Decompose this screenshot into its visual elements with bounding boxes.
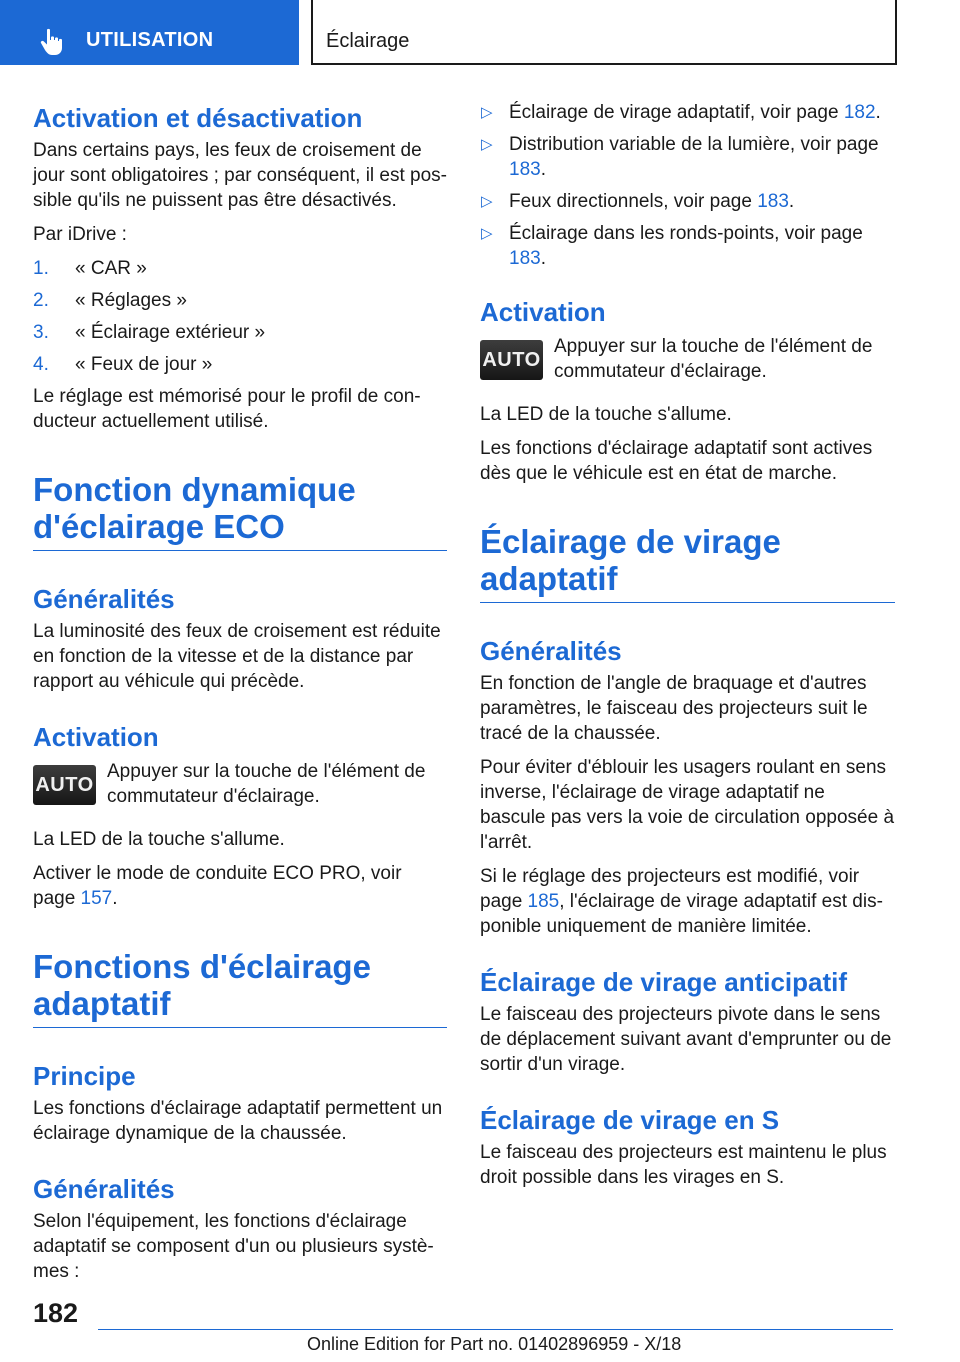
idrive-label: Par iDrive : bbox=[33, 224, 127, 245]
page-link[interactable]: 182 bbox=[843, 102, 876, 123]
eco-general-heading: Généralités bbox=[33, 584, 175, 614]
eco-auto-button-row bbox=[33, 757, 447, 815]
left-column bbox=[33, 100, 447, 1293]
eco-led-paragraph: La LED de la touche s'allume. bbox=[33, 829, 285, 850]
adaptive-general-heading: Généralités bbox=[33, 1174, 175, 1204]
triangle-bullet-icon: ▷ bbox=[481, 136, 493, 153]
hand-pointer-icon bbox=[38, 27, 68, 57]
right-column bbox=[480, 100, 895, 1199]
cornering-heading: Éclairage de virage adaptatif bbox=[480, 523, 895, 603]
list-item: ▷ Éclairage dans les ronds-points, voir page 183. bbox=[481, 223, 863, 269]
list-item: ▷ Feux directionnels, voir page 183. bbox=[481, 191, 795, 212]
list-item: ▷ Éclairage de virage adaptatif, voir page 182. bbox=[481, 102, 881, 123]
eco-activation-heading: Activation bbox=[33, 722, 159, 752]
adaptive-led-paragraph: La LED de la touche s'allume. bbox=[480, 404, 732, 425]
triangle-bullet-icon: ▷ bbox=[481, 193, 493, 210]
adaptive-button-text: Appuyer sur la touche de l'élément de commutateur d'éclairage. bbox=[554, 336, 873, 382]
activation-paragraph: Dans certains pays, les feux de croisement de jour sont obligatoires ; par conséquent, il est pos‐sible qu'ils ne puissent pas être désactivés. bbox=[33, 140, 448, 211]
edition-footer: Online Edition for Part no. 01402896959 - X/18 bbox=[307, 1334, 682, 1354]
page-number: 182 bbox=[33, 1298, 79, 1328]
anticipatory-heading: Éclairage de virage anticipatif bbox=[480, 967, 848, 997]
footer-rule bbox=[98, 1329, 893, 1330]
section-title: UTILISATION bbox=[86, 29, 214, 51]
list-item: 2. « Réglages » bbox=[33, 290, 187, 311]
adaptive-general-paragraph: Selon l'équipement, les fonctions d'éclairage adaptatif se composent d'un ou plusieurs systè‐mes : bbox=[33, 1211, 434, 1282]
cornering-general-heading: Généralités bbox=[480, 636, 622, 666]
principle-paragraph: Les fonctions d'éclairage adaptatif permettent un éclairage dynamique de la chaussée. bbox=[33, 1098, 443, 1144]
eco-general-paragraph: La luminosité des feux de croisement est réduite en fonction de la vitesse et de la distance par rapport au véhicule qui précède. bbox=[33, 621, 441, 692]
section-tab bbox=[0, 0, 299, 65]
auto-button-icon: AUTO bbox=[480, 340, 543, 380]
idrive-steps bbox=[33, 256, 447, 377]
page-link[interactable]: 185 bbox=[527, 891, 560, 912]
triangle-bullet-icon: ▷ bbox=[481, 104, 493, 121]
chapter-header bbox=[311, 0, 897, 65]
page-link[interactable]: 183 bbox=[509, 248, 541, 269]
activation-heading: Activation et désactivation bbox=[33, 103, 363, 133]
anticipatory-paragraph: Le faisceau des projecteurs pivote dans le sens de déplacement suivant avant d'emprunter ou de sortir d'un virage. bbox=[480, 1004, 892, 1075]
page-link[interactable]: 157 bbox=[80, 888, 113, 909]
list-item: 3. « Éclairage extérieur » bbox=[33, 322, 266, 343]
memorized-paragraph: Le réglage est mémorisé pour le profil de con‐ducteur actuellement utilisé. bbox=[33, 386, 421, 432]
activation-heading: Activation bbox=[480, 297, 606, 327]
cornering-paragraph-3: Si le réglage des projecteurs est modifié, voir page 185, l'éclairage de virage adaptatif est dis‐ponible uniquement de manière limitée. bbox=[480, 866, 883, 937]
adaptive-heading: Fonctions d'éclairage adaptatif bbox=[33, 948, 447, 1028]
adaptive-active-paragraph: Les fonctions d'éclairage adaptatif sont actives dès que le véhicule est en état de marche. bbox=[480, 438, 873, 484]
chapter-title: Éclairage bbox=[326, 30, 410, 52]
eco-button-text: Appuyer sur la touche de l'élément de commutateur d'éclairage. bbox=[107, 761, 426, 807]
page-link[interactable]: 183 bbox=[757, 191, 789, 212]
triangle-bullet-icon: ▷ bbox=[481, 225, 493, 242]
cornering-paragraph-2: Pour éviter d'éblouir les usagers roulant en sens inverse, l'éclairage de virage adaptatif ne bascule pas vers la voie de circulation opposée à l'arrêt. bbox=[480, 757, 895, 853]
adaptive-auto-button-row bbox=[480, 332, 895, 390]
list-item: ▷ Distribution variable de la lumière, voir page 183. bbox=[481, 134, 879, 180]
eco-heading: Fonction dynamique d'éclairage ECO bbox=[33, 471, 447, 551]
list-item: 4. « Feux de jour » bbox=[33, 354, 213, 375]
adaptive-systems-list bbox=[480, 100, 895, 271]
auto-button-icon: AUTO bbox=[33, 765, 96, 805]
page-link[interactable]: 183 bbox=[509, 159, 541, 180]
s-curve-paragraph: Le faisceau des projecteurs est maintenu le plus droit possible dans les virages en S. bbox=[480, 1142, 887, 1188]
list-item: 1. « CAR » bbox=[33, 258, 147, 279]
cornering-paragraph-1: En fonction de l'angle de braquage et d'autres paramètres, le faisceau des projecteurs suit le tracé de la chaussée. bbox=[480, 673, 868, 744]
s-curve-heading: Éclairage de virage en S bbox=[480, 1105, 780, 1135]
eco-mode-paragraph: Activer le mode de conduite ECO PRO, voir page 157. bbox=[33, 863, 402, 909]
principle-heading: Principe bbox=[33, 1061, 136, 1091]
